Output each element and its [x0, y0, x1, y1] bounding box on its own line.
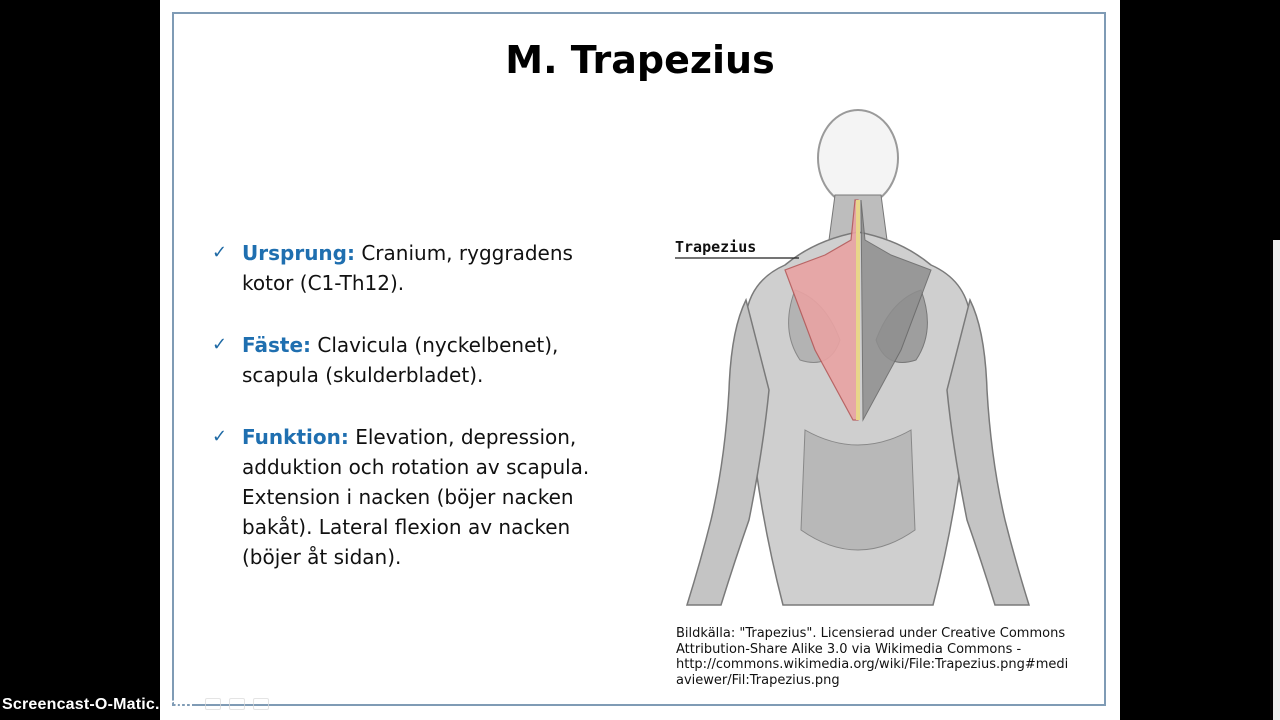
- bullet-text: Cranium, ryggradens kotor (C1-Th12).: [242, 241, 573, 295]
- checkmark-icon: ✓: [212, 426, 228, 447]
- checkmark-icon: ✓: [212, 334, 228, 355]
- bullet-faste: [212, 330, 592, 390]
- checkmark-icon: ✓: [212, 242, 228, 263]
- bullet-label: Ursprung:: [242, 241, 355, 265]
- recorder-watermark: Screencast-O-Matic.com: [2, 696, 194, 713]
- back-muscles-illustration: [665, 100, 1045, 612]
- bullet-funktion: [212, 422, 592, 572]
- slide-title: M. Trapezius: [505, 38, 775, 82]
- bullet-list: [212, 238, 592, 604]
- caption-line: Bildkälla: "Trapezius". Licensierad under Creative Commons: [676, 626, 1066, 641]
- muscle-label: Trapezius: [675, 238, 757, 256]
- recorder-toolbar: [205, 696, 269, 712]
- caption-line: Attribution-Share Alike 3.0 via Wikimedia Commons -: [676, 641, 1022, 657]
- pen-icon[interactable]: [205, 698, 221, 710]
- expand-icon[interactable]: [253, 698, 269, 710]
- slide: [160, 0, 1120, 720]
- bullet-text: Clavicula (nyckelbenet), scapula (skulderbladet).: [242, 333, 559, 387]
- bullet-label: Fäste:: [242, 333, 312, 357]
- caption-line: aviewer/Fil:Trapezius.png: [676, 672, 840, 688]
- bullet-label: Funktion:: [242, 425, 349, 449]
- caption-line: http://commons.wikimedia.org/wiki/File:Trapezius.png#medi: [676, 657, 1069, 672]
- side-panel-strip: [1273, 240, 1280, 720]
- bullet-ursprung: [212, 238, 592, 298]
- anatomy-figure: [665, 100, 1045, 612]
- list-icon[interactable]: [229, 698, 245, 710]
- bullet-text: Elevation, depression, adduktion och rotation av scapula. Extension i nacken (böjer nacken bakåt). Lateral flexion av nacken (böjer åt sidan).: [242, 425, 590, 569]
- image-caption: [676, 626, 1086, 688]
